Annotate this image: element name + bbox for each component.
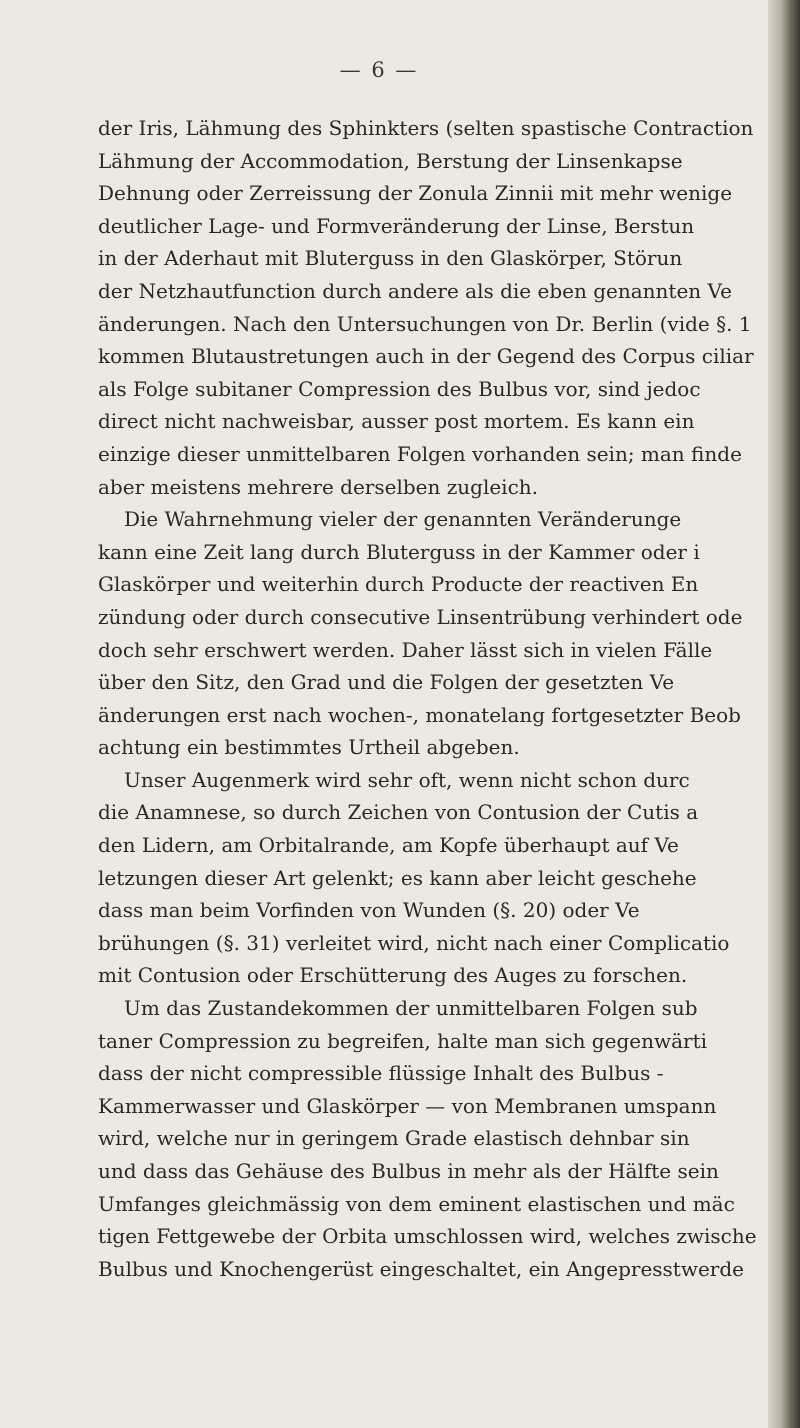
text-line: einzige dieser unmittelbaren Folgen vorhanden sein; man finde bbox=[98, 441, 742, 466]
body-text bbox=[98, 112, 770, 1285]
text-line: Unser Augenmerk wird sehr oft, wenn nicht schon durc bbox=[124, 767, 690, 792]
page-number: — 6 — bbox=[339, 58, 419, 82]
text-line: dass der nicht compressible flüssige Inhalt des Bulbus - bbox=[98, 1061, 664, 1086]
text-line: brühungen (§. 31) verleitet wird, nicht nach einer Complicatio bbox=[98, 930, 730, 955]
text-line: Um das Zustandekommen der unmittelbaren Folgen sub bbox=[124, 996, 698, 1021]
text-line: änderungen. Nach den Untersuchungen von Dr. Berlin (vide §. 1 bbox=[98, 311, 752, 336]
text-line: über den Sitz, den Grad und die Folgen der gesetzten Ve bbox=[98, 670, 675, 695]
text-line: aber meistens mehrere derselben zugleich. bbox=[98, 474, 539, 499]
text-line: und dass das Gehäuse des Bulbus in mehr als der Hälfte sein bbox=[98, 1159, 719, 1183]
text-line: letzungen dieser Art gelenkt; es kann aber leicht geschehe bbox=[98, 865, 697, 890]
text-line: der Iris, Lähmung des Sphinkters (selten spastische Contraction bbox=[98, 116, 754, 140]
text-line: Dehnung oder Zerreissung der Zonula Zinnii mit mehr wenige bbox=[98, 181, 733, 206]
text-line: mit Contusion oder Erschütterung des Auges zu forschen. bbox=[98, 963, 688, 988]
text-line: den Lidern, am Orbitalrande, am Kopfe überhaupt auf Ve bbox=[98, 833, 679, 858]
text-line: tigen Fettgewebe der Orbita umschlossen wird, welches zwische bbox=[98, 1224, 757, 1249]
text-line: wird, welche nur in geringem Grade elastisch dehnbar sin bbox=[98, 1126, 690, 1151]
text-line: direct nicht nachweisbar, ausser post mortem. Es kann ein bbox=[98, 409, 695, 434]
text-line: Umfanges gleichmässig von dem eminent elastischen und mäc bbox=[98, 1191, 735, 1216]
text-line: doch sehr erschwert werden. Daher lässt sich in vielen Fälle bbox=[98, 637, 713, 662]
text-line: dass man beim Vorfinden von Wunden (§. 20) oder Ve bbox=[98, 898, 640, 923]
text-line: Die Wahrnehmung vieler der genannten Veränderunge bbox=[124, 507, 682, 532]
text-line: änderungen erst nach wochen-, monatelang fortgesetzter Beob bbox=[98, 702, 741, 727]
text-line: Bulbus und Knochengerüst eingeschaltet, ein Angepresstwerde bbox=[98, 1256, 744, 1281]
text-line: der Netzhautfunction durch andere als die eben genannten Ve bbox=[98, 278, 732, 303]
text-line: taner Compression zu begreifen, halte man sich gegenwärti bbox=[98, 1028, 708, 1053]
text-line: Glaskörper und weiterhin durch Producte der reactiven En bbox=[98, 572, 699, 597]
text-line: Lähmung der Accommodation, Berstung der Linsenkapse bbox=[98, 148, 683, 173]
text-line: deutlicher Lage- und Formveränderung der Linse, Berstun bbox=[98, 213, 695, 238]
text-line: als Folge subitaner Compression des Bulbus vor, sind jedoc bbox=[98, 376, 701, 401]
text-line: in der Aderhaut mit Bluterguss in den Glaskörper, Störun bbox=[98, 246, 683, 271]
text-line: kommen Blutaustretungen auch in der Gegend des Corpus ciliar bbox=[98, 344, 754, 369]
text-line: kann eine Zeit lang durch Bluterguss in der Kammer oder i bbox=[98, 539, 700, 564]
book-gutter-shadow bbox=[768, 0, 800, 1428]
text-line: Kammerwasser und Glaskörper — von Membranen umspann bbox=[98, 1093, 717, 1118]
text-line: achtung ein bestimmtes Urtheil abgeben. bbox=[98, 735, 520, 760]
text-line: die Anamnese, so durch Zeichen von Contusion der Cutis a bbox=[98, 800, 699, 825]
text-line: zündung oder durch consecutive Linsentrübung verhindert ode bbox=[98, 604, 743, 629]
